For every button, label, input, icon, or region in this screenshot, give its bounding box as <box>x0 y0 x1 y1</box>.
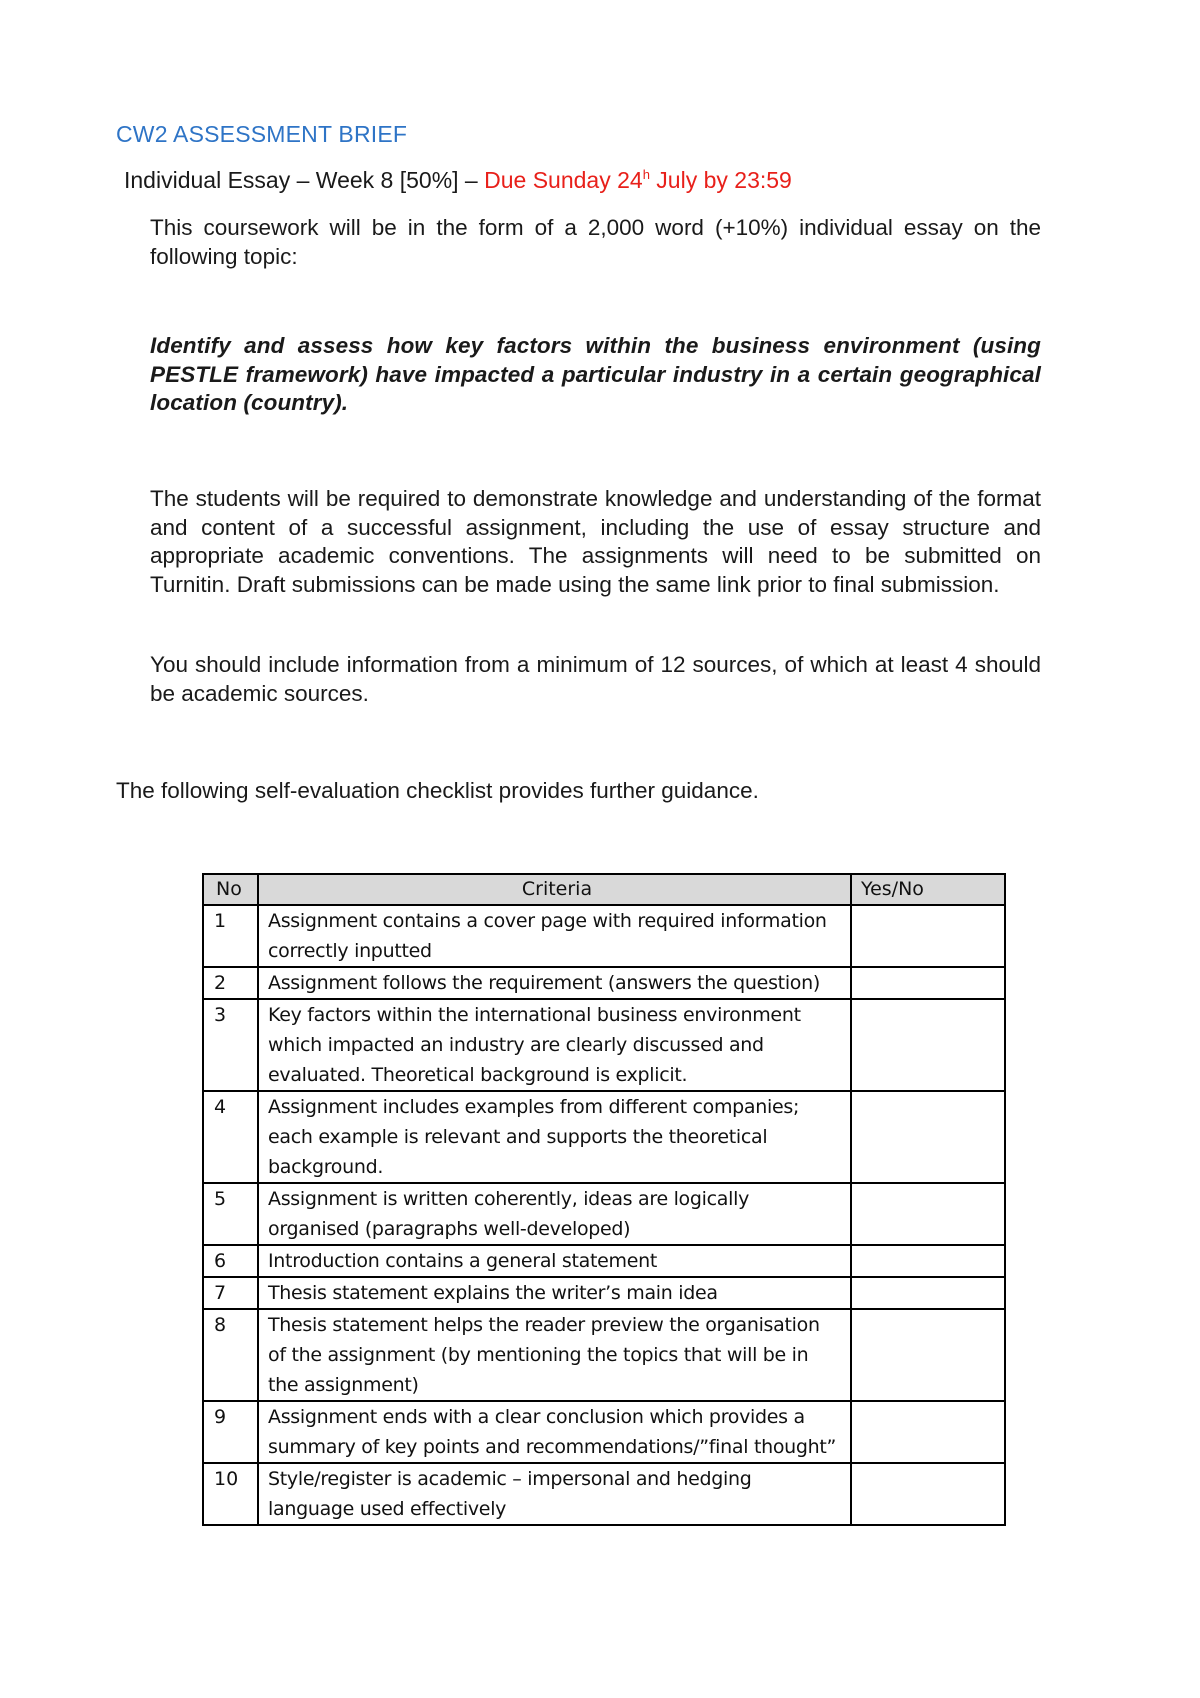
row-number: 7 <box>203 1277 258 1309</box>
due-date-superscript: h <box>642 167 650 182</box>
table-row <box>203 999 1005 1091</box>
header-no: No <box>203 874 258 905</box>
row-number: 1 <box>203 905 258 967</box>
table-row <box>203 1091 1005 1183</box>
row-answer-cell[interactable] <box>851 1091 1005 1183</box>
row-criteria: Assignment includes examples from different companies; each example is relevant and supports the theoretical background. <box>258 1091 851 1183</box>
requirements-paragraph: The students will be required to demonstrate knowledge and understanding of the format and content of a successful assignment, including the use of essay structure and appropriate academic conventions. The assignments will need to be submitted on Turnitin. Draft submissions can be made using the same link prior to final submission. <box>150 486 1041 597</box>
row-criteria: Thesis statement helps the reader preview the organisation of the assignment (by mentioning the topics that will be in the assignment) <box>258 1309 851 1401</box>
row-number: 3 <box>203 999 258 1091</box>
table-row <box>203 1277 1005 1309</box>
intro-paragraph: This coursework will be in the form of a 2,000 word (+10%) individual essay on the following topic: <box>150 215 1041 269</box>
row-number: 10 <box>203 1463 258 1525</box>
checklist-intro: The following self-evaluation checklist provides further guidance. <box>116 778 759 803</box>
row-criteria: Introduction contains a general statement <box>258 1245 851 1277</box>
sources-paragraph: You should include information from a minimum of 12 sources, of which at least 4 should be academic sources. <box>150 652 1041 706</box>
table-row <box>203 1183 1005 1245</box>
table-row <box>203 1463 1005 1525</box>
due-date-suffix: July by 23:59 <box>649 167 792 193</box>
row-number: 5 <box>203 1183 258 1245</box>
row-criteria: Style/register is academic – impersonal and hedging language used effectively <box>258 1463 851 1525</box>
due-date <box>484 167 792 193</box>
row-number: 9 <box>203 1401 258 1463</box>
row-answer-cell[interactable] <box>851 1277 1005 1309</box>
table-row <box>203 1401 1005 1463</box>
assessment-subtitle <box>124 167 792 194</box>
row-answer-cell[interactable] <box>851 1245 1005 1277</box>
table-row <box>203 967 1005 999</box>
row-number: 6 <box>203 1245 258 1277</box>
row-number: 2 <box>203 967 258 999</box>
table-row <box>203 1245 1005 1277</box>
row-answer-cell[interactable] <box>851 999 1005 1091</box>
self-evaluation-checklist <box>202 873 1006 1526</box>
row-answer-cell[interactable] <box>851 1183 1005 1245</box>
assessment-type: Individual Essay – Week 8 [50%] – <box>124 167 485 193</box>
row-criteria: Assignment follows the requirement (answers the question) <box>258 967 851 999</box>
row-answer-cell[interactable] <box>851 967 1005 999</box>
table-row <box>203 905 1005 967</box>
row-answer-cell[interactable] <box>851 1309 1005 1401</box>
row-answer-cell[interactable] <box>851 1463 1005 1525</box>
due-date-prefix: Due Sunday 24 <box>484 167 643 193</box>
essay-topic: Identify and assess how key factors within the business environment (using PESTLE framework) have impacted a particular industry in a certain geographical location (country). <box>150 333 1041 415</box>
row-number: 8 <box>203 1309 258 1401</box>
brief-title: CW2 ASSESSMENT BRIEF <box>116 121 408 147</box>
row-criteria: Assignment is written coherently, ideas are logically organised (paragraphs well-developed) <box>258 1183 851 1245</box>
header-yes-no: Yes/No <box>851 874 1005 905</box>
table-row <box>203 1309 1005 1401</box>
header-criteria: Criteria <box>258 874 851 905</box>
row-number: 4 <box>203 1091 258 1183</box>
row-answer-cell[interactable] <box>851 1401 1005 1463</box>
row-criteria: Key factors within the international business environment which impacted an industry are clearly discussed and evaluated. Theoretical background is explicit. <box>258 999 851 1091</box>
row-criteria: Assignment ends with a clear conclusion which provides a summary of key points and recommendations/”final thought” <box>258 1401 851 1463</box>
row-criteria: Assignment contains a cover page with required information correctly inputted <box>258 905 851 967</box>
row-answer-cell[interactable] <box>851 905 1005 967</box>
table-header-row <box>203 874 1005 905</box>
row-criteria: Thesis statement explains the writer’s main idea <box>258 1277 851 1309</box>
